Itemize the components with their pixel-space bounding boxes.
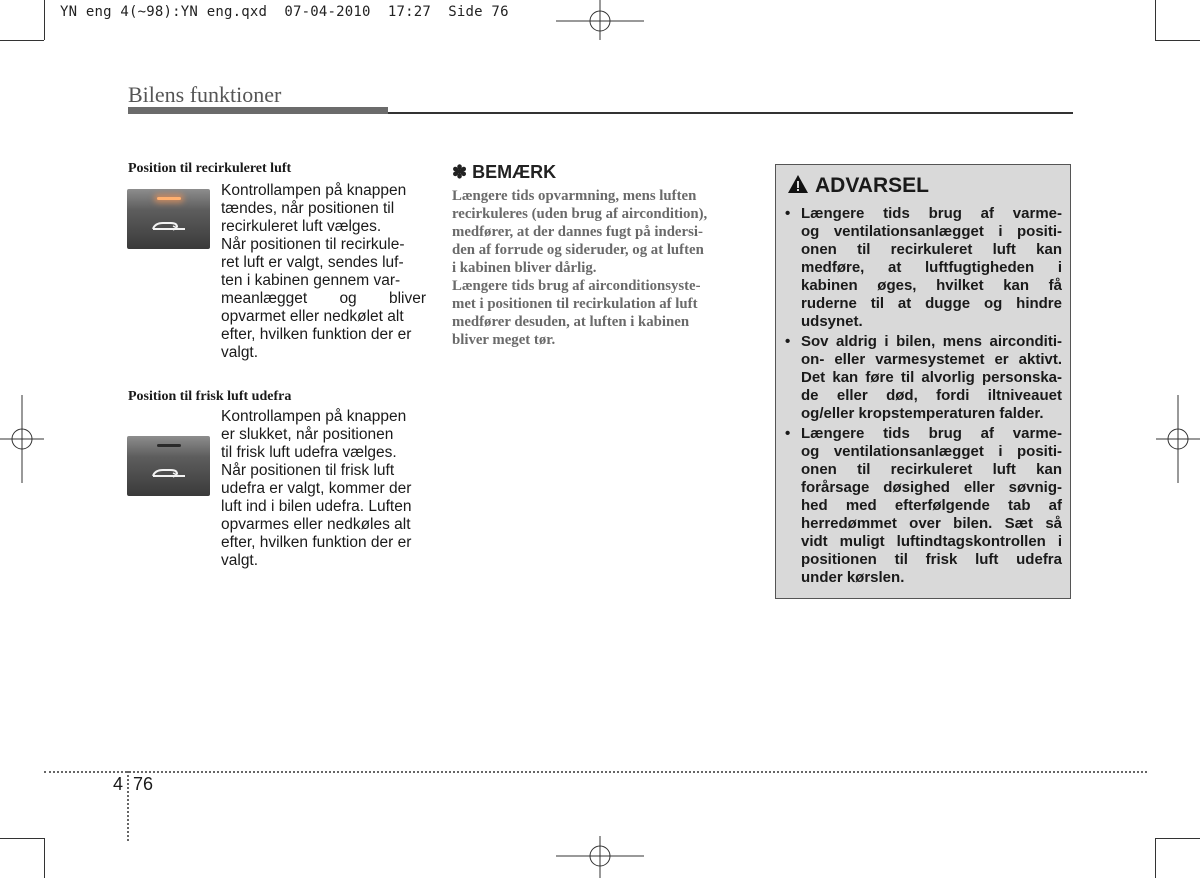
note-symbol-icon: ✽ bbox=[452, 162, 468, 182]
chapter-number: 4 bbox=[113, 774, 124, 794]
print-header: YN eng 4(~98):YN eng.qxd 07-04-2010 17:27 Side 76 bbox=[60, 4, 509, 20]
recirculate-description: Kontrollampen på knappen tændes, når positionen til recirkuleret luft vælges. Når positionen til recirkule- ret luft er valgt, sendes luf- ten i kabinen gennem var- meanlægget og bliver opvarmet eller nedkølet alt efter, hvilken funktion der er valgt. bbox=[221, 182, 426, 361]
title-rule-thick bbox=[128, 107, 388, 114]
bullet: • bbox=[785, 205, 791, 222]
bullet: • bbox=[785, 425, 791, 442]
note-title-text: BEMÆRK bbox=[472, 162, 557, 182]
warning-item: • Sov aldrig i bilen, mens airconditi- on- eller varmesystemet er aktivt. Det kan føre til alvorlig personska- de eller død, fordi iltniveauet og/eller kropstemperaturen falder. bbox=[785, 333, 1062, 422]
section-title: Bilens funktioner bbox=[128, 82, 282, 107]
warning-item: • Længere tids brug af varme- og ventilationsanlægget i positi- onen til recirkuleret luft kan forårsage døsighed eller søvnig- hed med efterfølgende tab af herredømmet over bilen. Sæt så vidt muligt luftindtagskontrollen i positionen til frisk luft udefra under kørslen. bbox=[785, 425, 1062, 586]
title-rule-thin bbox=[388, 112, 1073, 114]
note-title bbox=[452, 162, 556, 183]
recirculate-button-unlit-icon bbox=[127, 436, 210, 496]
fresh-air-heading: Position til frisk luft udefra bbox=[128, 389, 292, 404]
warning-title: ADVARSEL bbox=[815, 174, 929, 197]
warning-item: • Længere tids brug af varme- og ventilationsanlægget i positi- onen til recirkuleret luft kan medføre, at luftfugtigheden i kabinen øges, hvilket kan få ruderne til at dugge og hindre udsynet. bbox=[785, 205, 1062, 330]
recirculate-heading: Position til recirkuleret luft bbox=[128, 161, 292, 176]
note-body: Længere tids opvarmning, mens luften recirkuleres (uden brug af aircondition), medfører, at der dannes fugt på indersi- den af forrude og sideruder, og at luften i kabinen bliver dårlig. Længere tids brug af airconditionsyste- met i positionen til recirkulation af luft medfører desuden, at luften i kabinen bliver meget tør. bbox=[452, 188, 708, 348]
fresh-air-description: Kontrollampen på knappen er slukket, når positionen til frisk luft udefra vælges. Når positionen til frisk luft udefra er valgt, kommer der luft ind i bilen udefra. Luften opvarmes eller nedkøles alt efter, hvilken funktion der er valgt. bbox=[221, 408, 412, 569]
bullet: • bbox=[785, 333, 791, 350]
recirculate-button-lit-icon bbox=[127, 189, 210, 249]
page-number: 76 bbox=[133, 774, 154, 794]
warning-triangle-icon bbox=[787, 174, 809, 194]
footer-rule bbox=[44, 771, 1147, 773]
footer-divider bbox=[127, 771, 129, 841]
